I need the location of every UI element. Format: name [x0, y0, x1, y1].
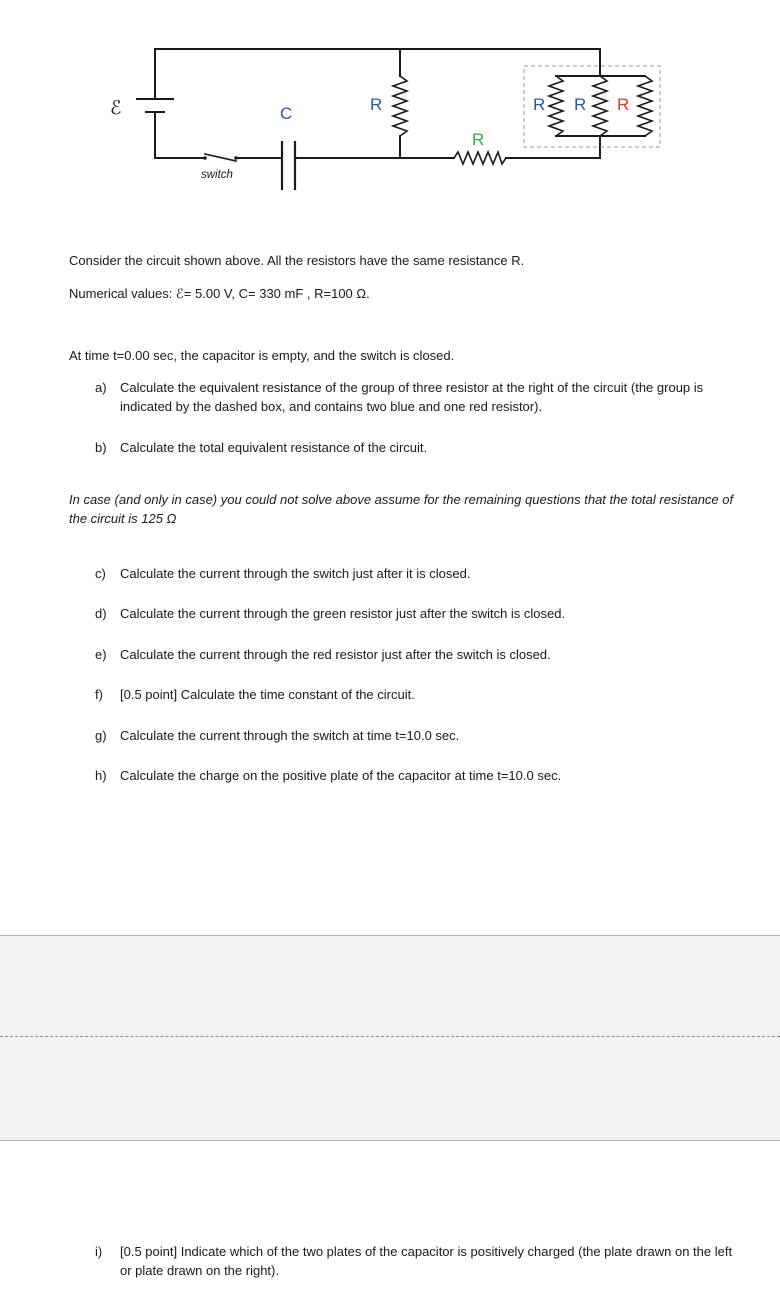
fallback-note: In case (and only in case) you could not solve above assume for the remaining questions that the total resistance of the circuit is 125 Ω: [69, 492, 734, 526]
question-a: [95, 378, 735, 416]
question-c: [95, 564, 735, 583]
question-e-label: e): [95, 647, 107, 662]
switch-contact-left: [203, 156, 207, 160]
question-h-label: h): [95, 768, 107, 783]
emf-label: ℰ: [110, 98, 122, 119]
page-break-band: [0, 935, 780, 1141]
question-a-text: Calculate the equivalent resistance of the group of three resistor at the right of the circuit (the group is indicated by the dashed box, and contains two blue and one red resistor).: [120, 380, 704, 414]
switch-label: switch: [201, 169, 233, 181]
initial-condition: At time t=0.00 sec, the capacitor is empty, and the switch is closed.: [69, 348, 455, 363]
page-break-dashed-line: [0, 1036, 780, 1037]
blue-resistor-group-1: [549, 76, 563, 136]
blue-resistor-group-2-label: R: [574, 95, 587, 114]
question-e: [95, 645, 735, 664]
green-resistor: [454, 152, 506, 164]
circuit-diagram: [0, 0, 780, 215]
question-i-text: [0.5 point] Indicate which of the two plates of the capacitor is positively charged (the plate drawn on the left or plate drawn on the right).: [120, 1244, 733, 1278]
question-f: [95, 685, 735, 704]
question-b: [95, 438, 735, 457]
numerical-values: Numerical values: ℰ= 5.00 V, C= 330 mF , R=100 Ω.: [69, 286, 370, 301]
switch-contact-right: [234, 156, 238, 160]
question-i-label: i): [95, 1244, 103, 1259]
question-d-text: Calculate the current through the green resistor just after the switch is closed.: [120, 606, 566, 621]
switch-blade: [205, 154, 236, 161]
question-c-label: c): [95, 566, 106, 581]
question-g-label: g): [95, 728, 107, 743]
question-e-text: Calculate the current through the red resistor just after the switch is closed.: [120, 647, 551, 662]
green-resistor-label: R: [472, 130, 485, 149]
question-g: [95, 726, 735, 745]
capacitor-label: C: [280, 104, 293, 123]
question-c-text: Calculate the current through the switch just after it is closed.: [120, 566, 471, 581]
blue-resistor-middle: [393, 76, 407, 136]
question-d-label: d): [95, 606, 107, 621]
question-h: [95, 766, 735, 785]
question-i: [95, 1242, 735, 1280]
question-a-label: a): [95, 380, 107, 395]
question-b-text: Calculate the total equivalent resistance of the circuit.: [120, 440, 428, 455]
question-g-text: Calculate the current through the switch at time t=10.0 sec.: [120, 728, 460, 743]
question-b-label: b): [95, 440, 107, 455]
intro-line-1: Consider the circuit shown above. All the resistors have the same resistance R.: [69, 253, 525, 268]
red-resistor-label: R: [617, 95, 630, 114]
blue-resistor-group-1-label: R: [533, 95, 546, 114]
question-h-text: Calculate the charge on the positive plate of the capacitor at time t=10.0 sec.: [120, 768, 562, 783]
question-d: [95, 604, 735, 623]
question-f-label: f): [95, 687, 103, 702]
question-f-text: [0.5 point] Calculate the time constant of the circuit.: [120, 687, 415, 702]
red-resistor-group: [638, 76, 652, 136]
blue-resistor-middle-label: R: [370, 95, 383, 114]
blue-resistor-group-2: [593, 76, 607, 136]
